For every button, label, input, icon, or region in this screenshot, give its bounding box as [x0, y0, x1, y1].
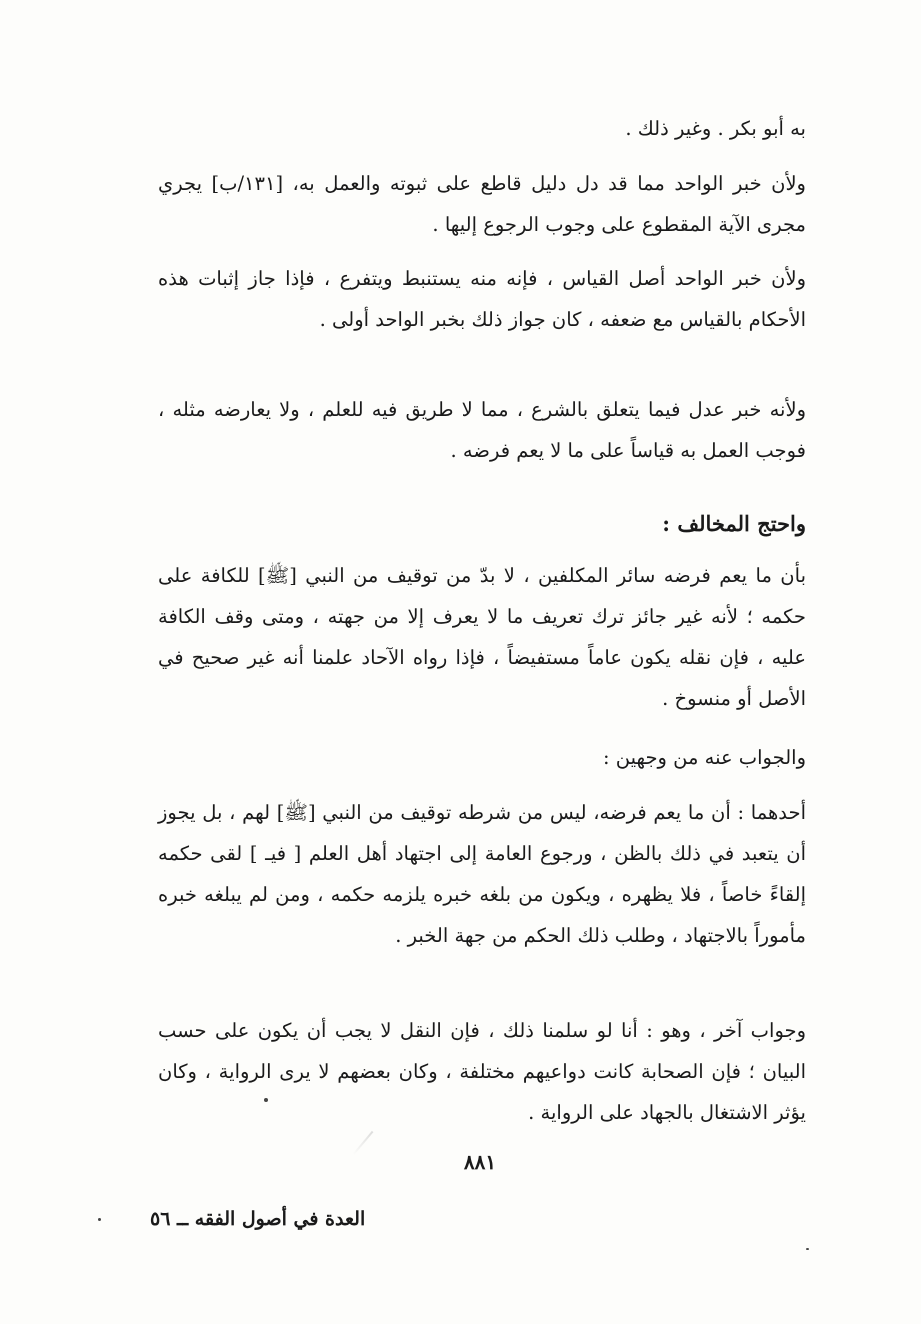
paragraph-6: والجواب عنه من وجهين :: [602, 746, 806, 769]
page-number: ٨٨١: [463, 1150, 497, 1174]
paragraph-3: ولأن خبر الواحد أصل القياس ، فإنه منه يستنبط ويتفرع ، فإذا جاز إثبات هذه الأحكام بالقياس مع ضعفه ، كان جواز ذلك بخبر الواحد أولى .: [158, 267, 806, 331]
section-heading: واحتج المخالف :: [662, 511, 806, 536]
scan-speck: [806, 1248, 809, 1250]
paragraph-8: وجواب آخر ، وهو : أنا لو سلمنا ذلك ، فإن النقل لا يجب أن يكون على حسب البيان ؛ فإن الصحابة كانت دواعيهم مختلفة ، وكان بعضهم لا يرى الرواية ، وكان يؤثر الاشتغال بالجهاد على الرواية .: [158, 1019, 806, 1124]
paragraph-7: أحدهما : أن ما يعم فرضه، ليس من شرطه توقيف من النبي [ﷺ] لهم ، بل يجوز أن يتعبد في ذلك بالظن ، ورجوع العامة إلى اجتهاد أهل العلم [ فيـ ] لقى حكمه إلقاءً خاصاً ، فلا يظهره ، ويكون من بلغه خبره يلزمه حكمه ، ومن لم يبلغه خبره مأموراً بالاجتهاد ، وطلب ذلك الحكم من جهة الخبر .: [158, 801, 806, 947]
footer-book-title: العدة في أصول الفقه ــ ٥٦: [150, 1208, 366, 1230]
paragraph-5: بأن ما يعم فرضه سائر المكلفين ، لا بدّ من توقيف من النبي [ﷺ] للكافة على حكمه ؛ لأنه غير جائز ترك تعريف ما لا يعرف إلا من جهته ، ومتى وقف الكافة عليه ، فإن نقله يكون عاماً مستفيضاً ، فإذا رواه الآحاد علمنا أنه غير صحيح في الأصل أو منسوخ .: [158, 564, 806, 710]
scan-speck: [264, 1098, 268, 1102]
scan-speck: [98, 1218, 101, 1221]
paragraph-2: ولأن خبر الواحد مما قد دل دليل قاطع على ثبوته والعمل به، [١٣١/ب] يجري مجرى الآية المقطوع على وجوب الرجوع إليها .: [158, 172, 806, 236]
scan-mark: [353, 1131, 374, 1155]
paragraph-1: به أبو بكر . وغير ذلك .: [625, 117, 806, 140]
paragraph-4: ولأنه خبر عدل فيما يتعلق بالشرع ، مما لا طريق فيه للعلم ، ولا يعارضه مثله ، فوجب العمل به قياساً على ما لا يعم فرضه .: [158, 398, 806, 462]
